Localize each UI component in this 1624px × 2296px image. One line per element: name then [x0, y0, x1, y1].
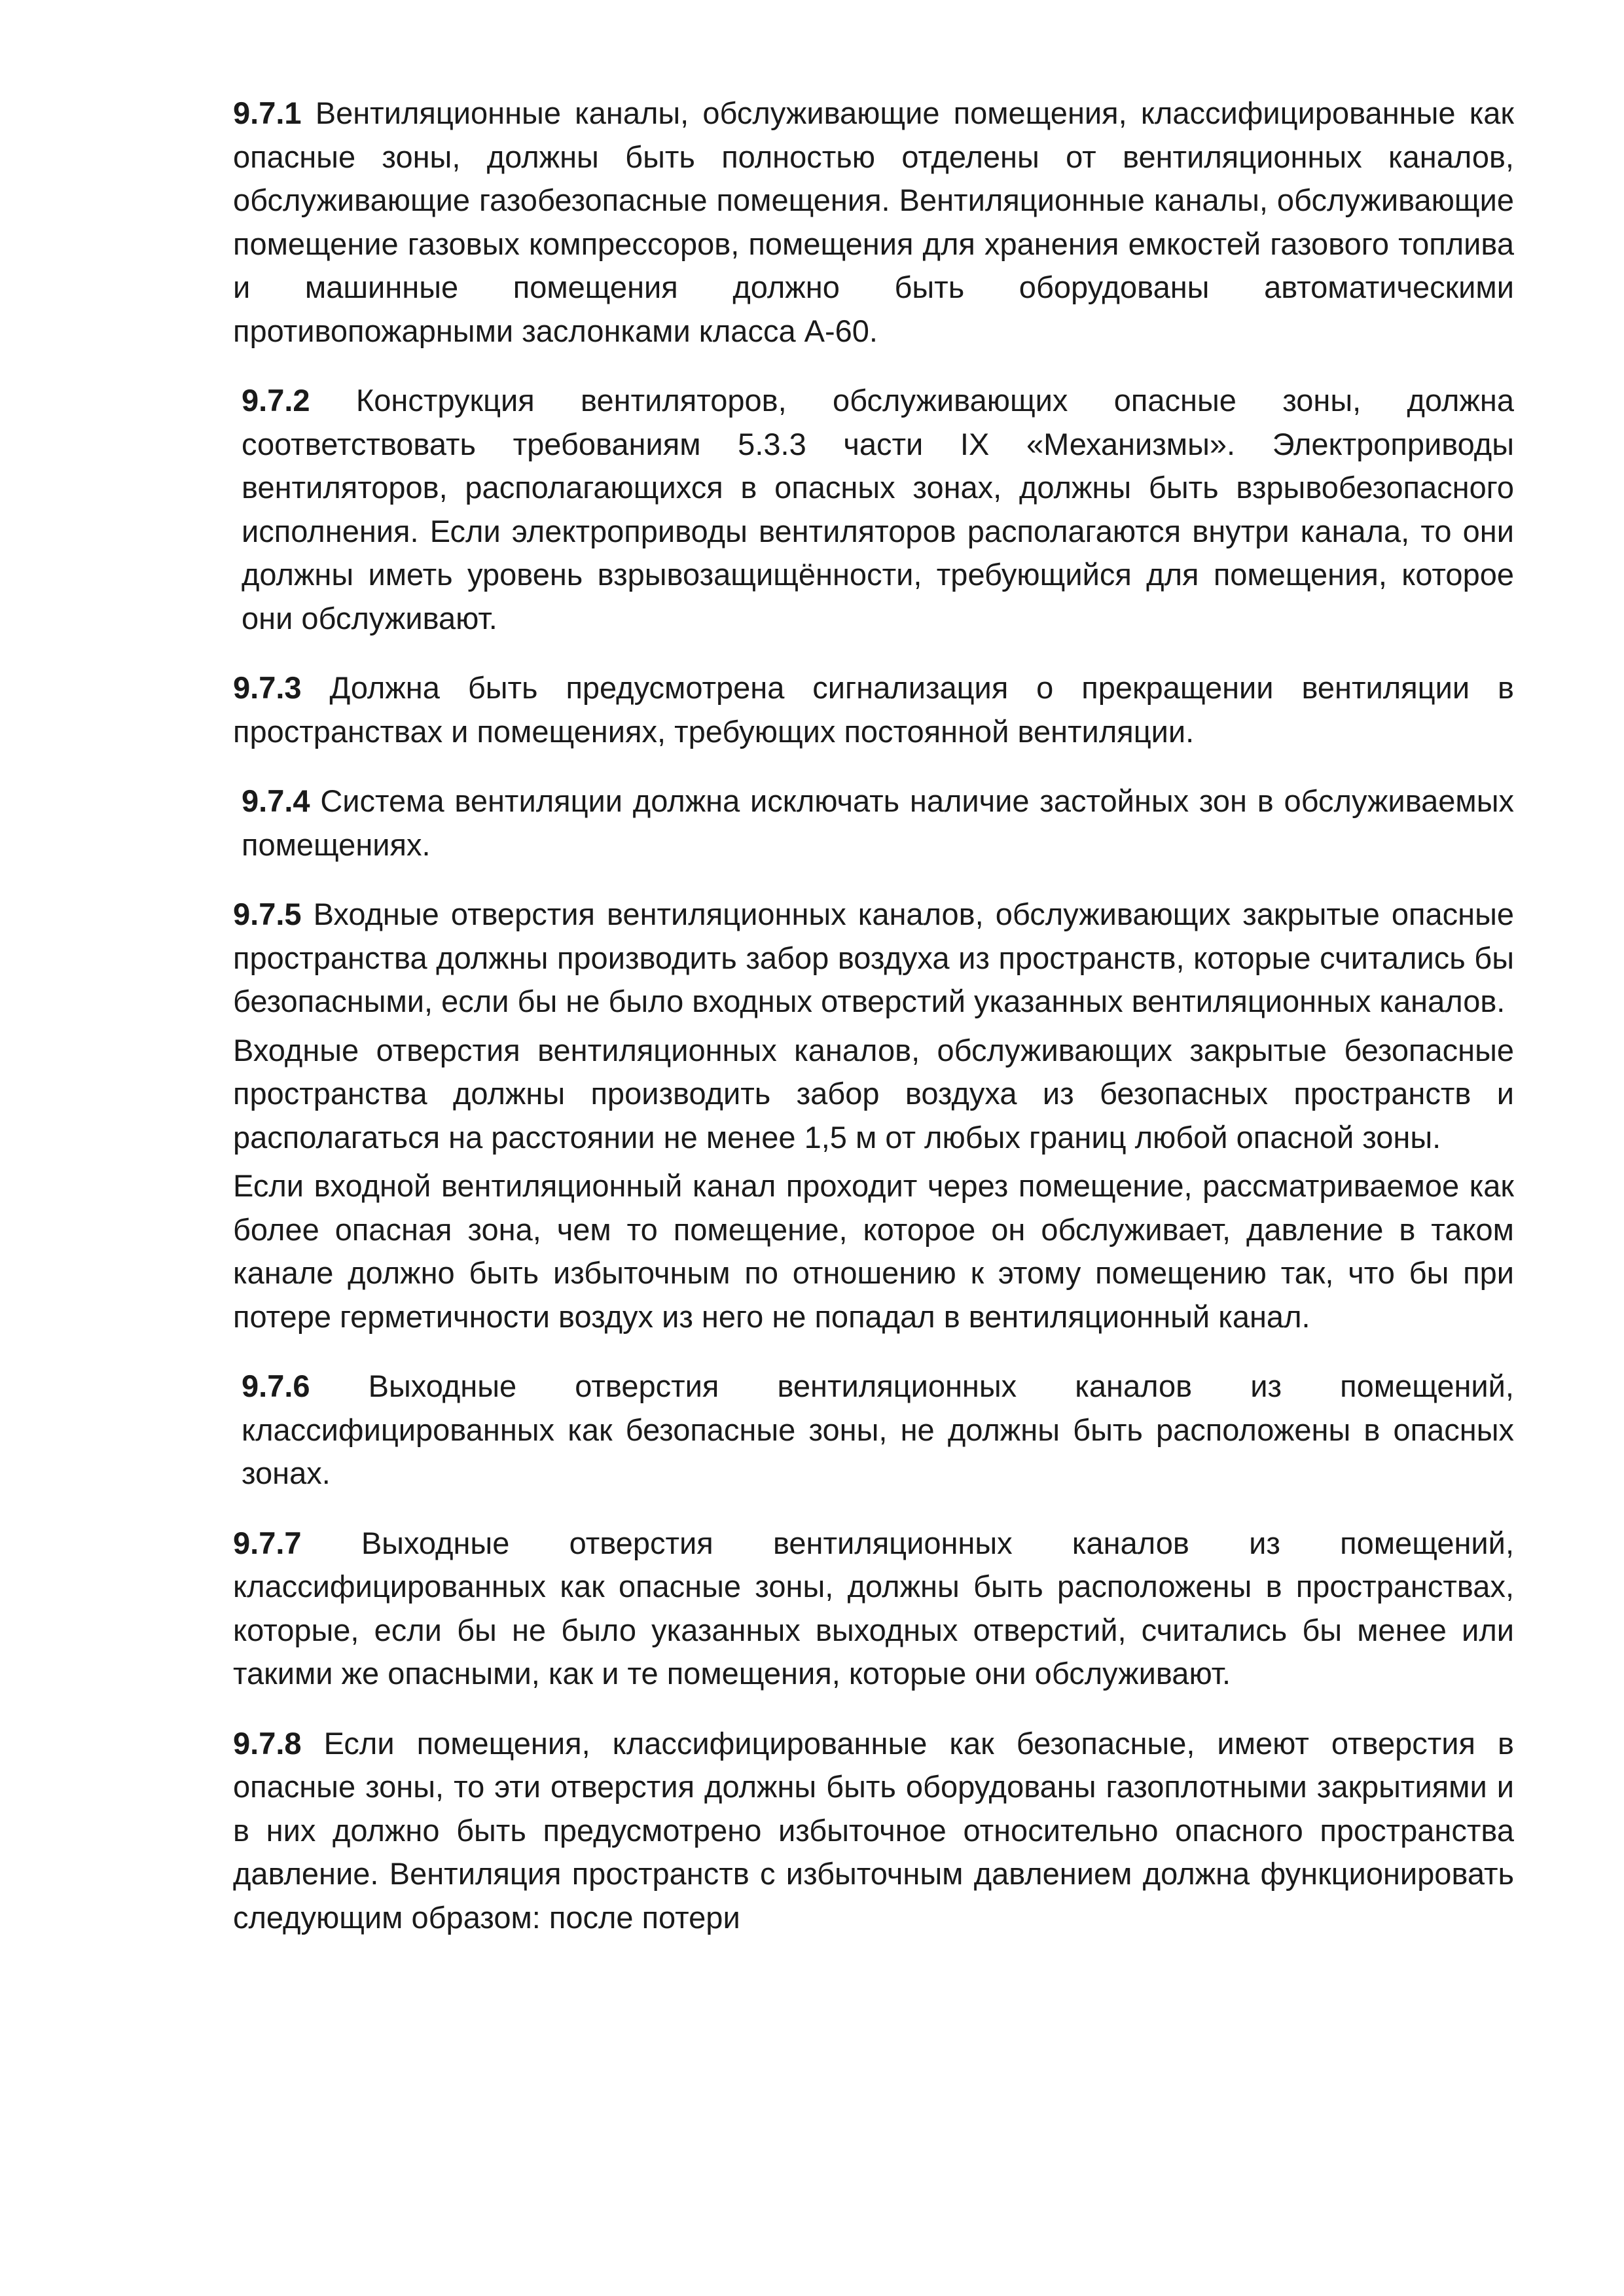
- section-number: 9.7.4: [242, 783, 310, 818]
- section-9-7-2: [233, 379, 1514, 640]
- section-number: 9.7.3: [233, 670, 302, 705]
- section-9-7-5-paragraph-3: Если входной вентиляционный канал проходит через помещение, рассматриваемое как более опасная зона, чем то помещение, которое он обслуживает, давление в таком канале должно быть избыточным по отношению к этому помещению так, что бы при потере герметичности воздух из него не попадал в вентиляционный канал.: [233, 1168, 1514, 1334]
- section-9-7-5: [233, 893, 1514, 1024]
- section-number: 9.7.6: [242, 1369, 310, 1403]
- section-number: 9.7.7: [233, 1525, 302, 1560]
- section-text: Конструкция вентиляторов, обслуживающих опасные зоны, должна соответствовать требованиям 5.3.3 части IX «Механизмы». Электроприводы вентиляторов, располагающихся в опасных зонах, должны быть взрывобезопасного исполнения. Если электроприводы вентиляторов располагаются внутри канала, то они должны иметь уровень взрывозащищённости, требующийся для помещения, которое они обслуживают.: [242, 383, 1514, 636]
- section-9-7-7: [233, 1522, 1514, 1696]
- section-9-7-6: [233, 1365, 1514, 1496]
- section-9-7-4: [233, 780, 1514, 867]
- section-text: Входные отверстия вентиляционных каналов, обслуживающих закрытые опасные пространства должны производить забор воздуха из пространств, которые считались бы безопасными, если бы не было входных отверстий указанных вентиляционных каналов.: [233, 897, 1514, 1018]
- document-body: [233, 92, 1514, 1965]
- section-text: Должна быть предусмотрена сигнализация о прекращении вентиляции в пространствах и помещениях, требующих постоянной вентиляции.: [233, 670, 1514, 749]
- section-text: Система вентиляции должна исключать наличие застойных зон в обслуживаемых помещениях.: [242, 783, 1515, 862]
- section-9-7-1: [233, 92, 1514, 353]
- section-text: Если помещения, классифицированные как безопасные, имеют отверстия в опасные зоны, то эти отверстия должны быть оборудованы газоплотными закрытиями и в них должно быть предусмотрено избыточное относительно опасного пространства давление. Вентиляция пространств с избыточным давлением должна функционировать следующим образом: после потери: [233, 1725, 1514, 1935]
- section-9-7-5-paragraph-2: Входные отверстия вентиляционных каналов, обслуживающих закрытые безопасные пространства должны производить забор воздуха из безопасных пространств и располагаться на расстоянии не менее 1,5 м от любых границ любой опасной зоны.: [233, 1032, 1514, 1155]
- section-number: 9.7.5: [233, 897, 302, 931]
- section-number: 9.7.2: [242, 383, 310, 418]
- section-9-7-8: [233, 1722, 1514, 1940]
- section-number: 9.7.1: [233, 96, 302, 130]
- section-9-7-3: [233, 666, 1514, 753]
- section-text: Выходные отверстия вентиляционных каналов из помещений, классифицированных как безопасные зоны, не должны быть расположены в опасных зонах.: [242, 1369, 1514, 1490]
- section-text: Выходные отверстия вентиляционных каналов из помещений, классифицированных как опасные зоны, должны быть расположены в пространствах, которые, если бы не было указанных выходных отверстий, считались бы менее или такими же опасными, как и те помещения, которые они обслуживают.: [233, 1525, 1514, 1691]
- section-text: Вентиляционные каналы, обслуживающие помещения, классифицированные как опасные зоны, должны быть полностью отделены от вентиляционных каналов, обслуживающие газобезопасные помещения. Вентиляционные каналы, обслуживающие помещение газовых компрессоров, помещения для хранения емкостей газового топлива и машинные помещения должно быть оборудованы автоматическими противопожарными заслонками класса А-60.: [233, 96, 1514, 348]
- section-number: 9.7.8: [233, 1725, 302, 1761]
